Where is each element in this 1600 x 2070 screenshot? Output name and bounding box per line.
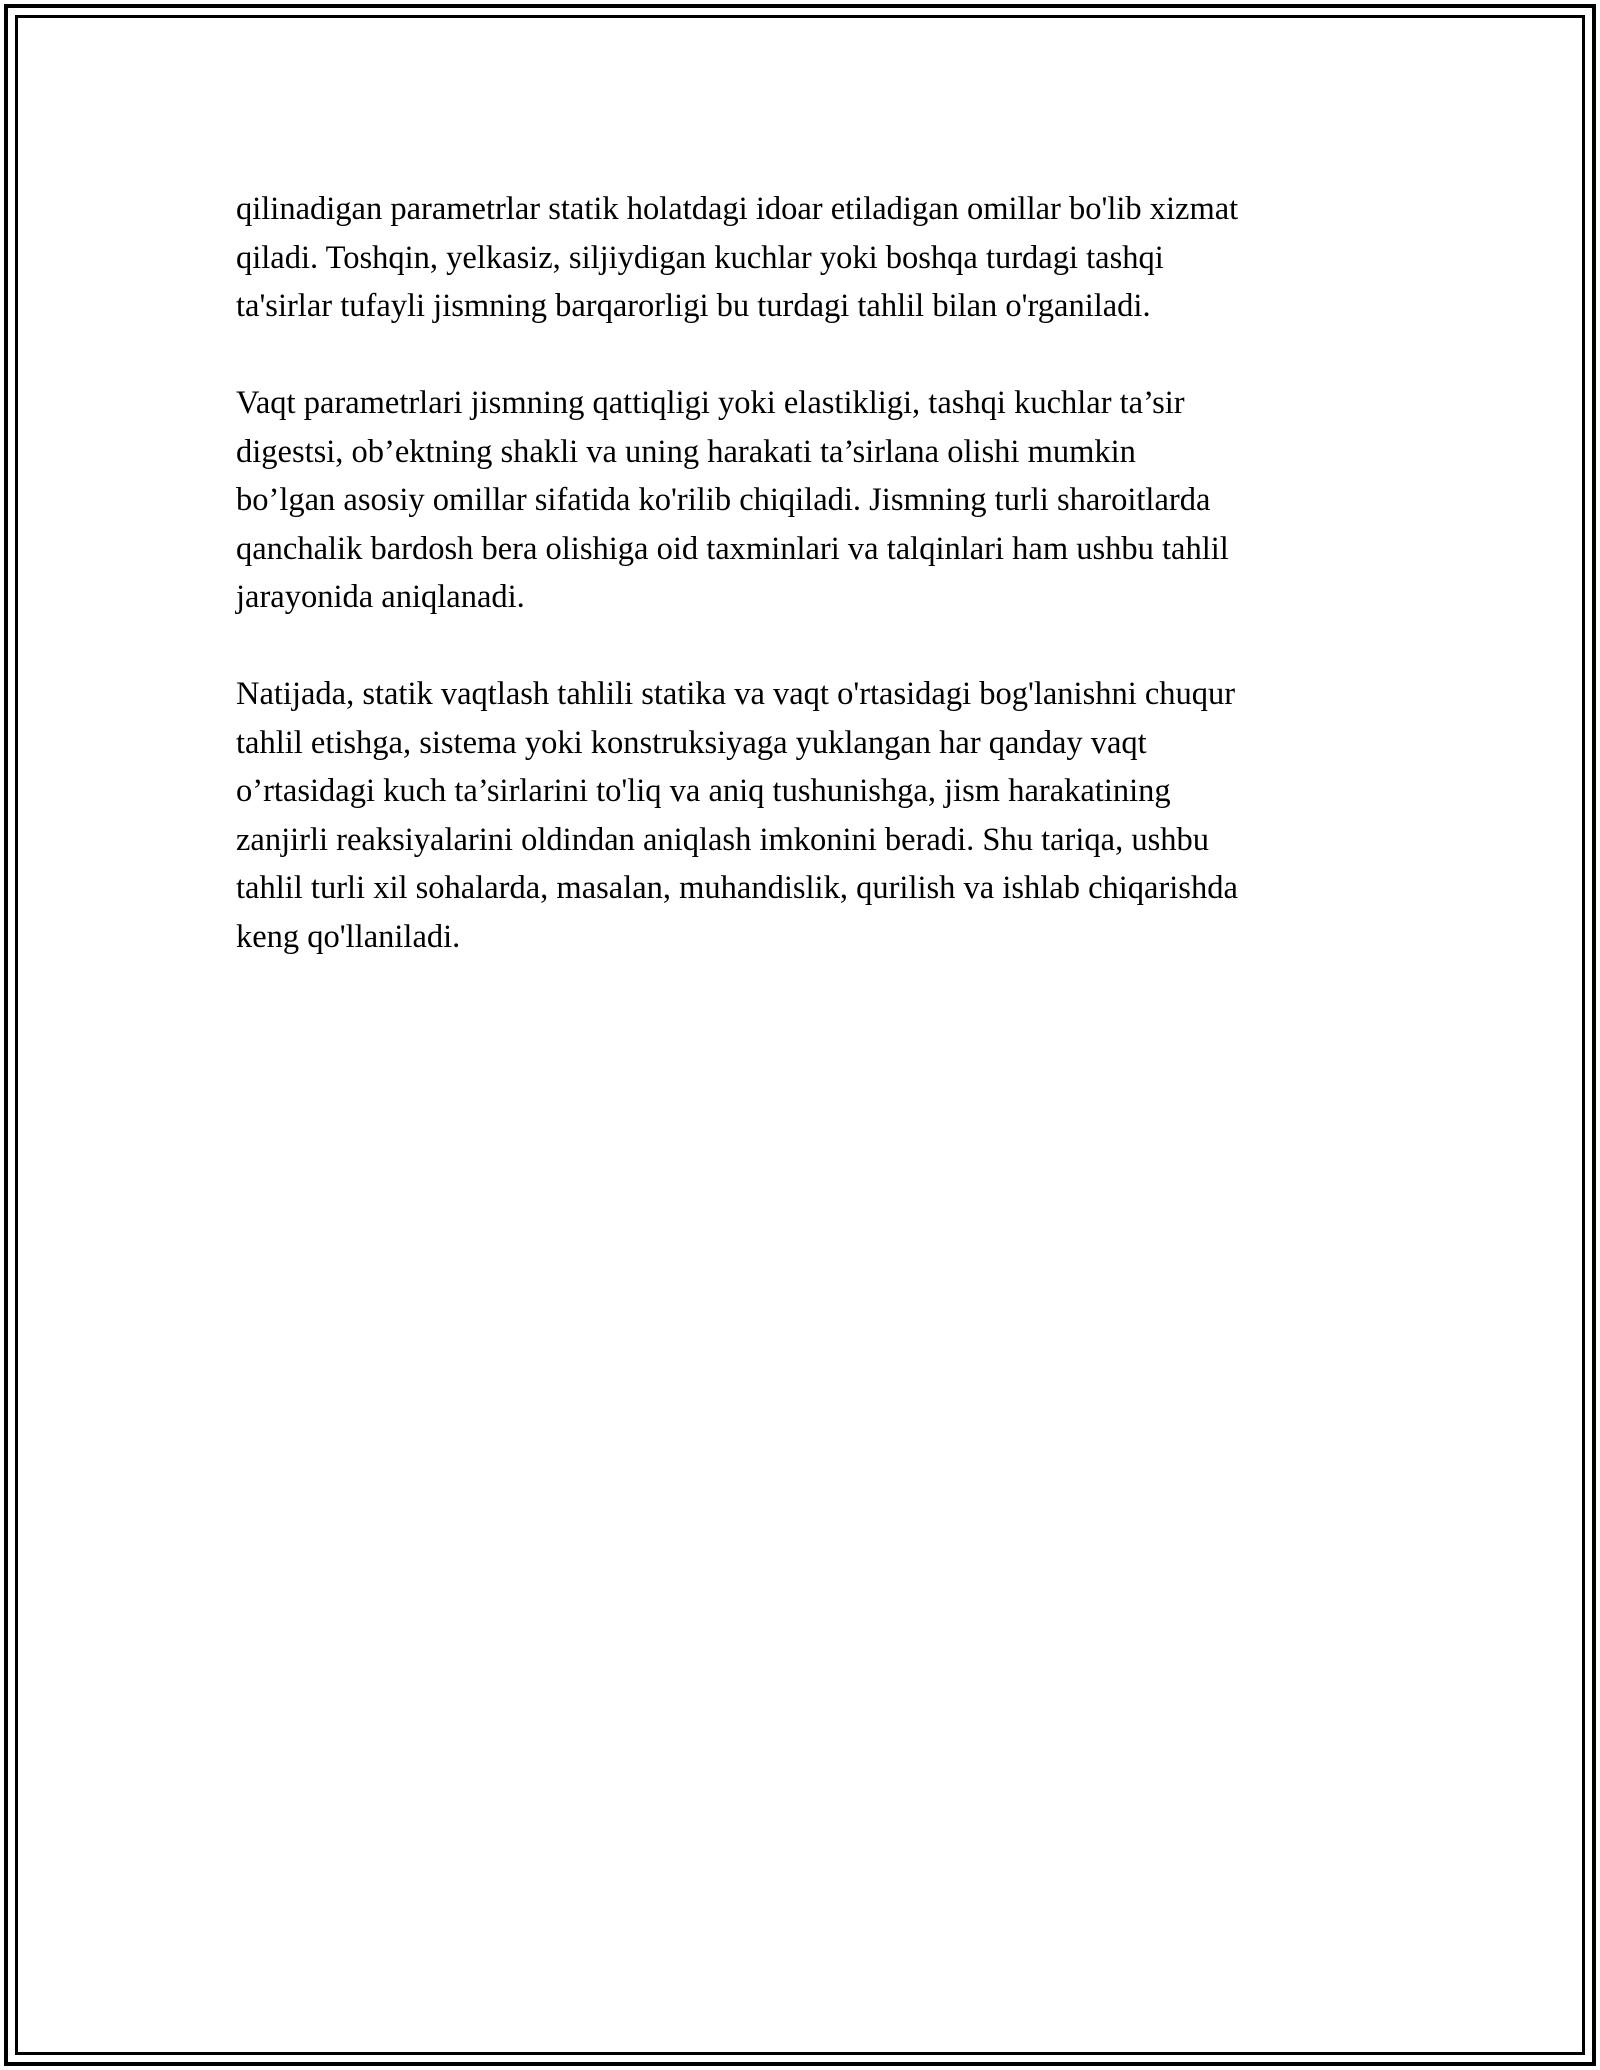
text-line: Natijada, statik vaqtlash tahlili statika va vaqt o'rtasidagi bog'lanishni chuqur	[236, 676, 1236, 712]
text-line: ta'sirlar tufayli jismning barqarorligi bu turdagi tahlil bilan o'rganiladi.	[236, 288, 1151, 324]
paragraph-3	[236, 670, 1376, 961]
text-line: o’rtasidagi kuch ta’sirlarini to'liq va aniq tushunishga, jism harakatining	[236, 773, 1171, 809]
paragraph-2	[236, 379, 1376, 622]
document-body	[236, 185, 1376, 1010]
text-line: zanjirli reaksiyalarini oldindan aniqlash imkonini beradi. Shu tariqa, ushbu	[236, 821, 1209, 858]
text-line: tahlil turli xil sohalarda, masalan, muhandislik, qurilish va ishlab chiqarishda	[236, 870, 1238, 906]
text-line: digestsi, ob’ektning shakli va uning harakati ta’sirlana olishi mumkin	[236, 433, 1136, 470]
text-line: bo’lgan asosiy omillar sifatida ko'rilib chiqiladi. Jismning turli sharoitlarda	[236, 482, 1211, 518]
text-line: keng qo'llaniladi.	[236, 918, 461, 955]
text-line: qiladi. Toshqin, yelkasiz, siljiydigan kuchlar yoki boshqa turdagi tashqi	[236, 239, 1164, 276]
text-line: tahlil etishga, sistema yoki konstruksiyaga yuklangan har qanday vaqt	[236, 724, 1147, 761]
text-line: Vaqt parametrlari jismning qattiqligi yoki elastikligi, tashqi kuchlar ta’sir	[236, 385, 1185, 421]
paragraph-1	[236, 185, 1376, 331]
text-line: qilinadigan parametrlar statik holatdagi idoar etiladigan omillar bo'lib xizmat	[236, 191, 1239, 227]
text-line: qanchalik bardosh bera olishiga oid taxminlari va talqinlari ham ushbu tahlil	[236, 530, 1229, 567]
text-line: jarayonida aniqlanadi.	[236, 579, 525, 615]
